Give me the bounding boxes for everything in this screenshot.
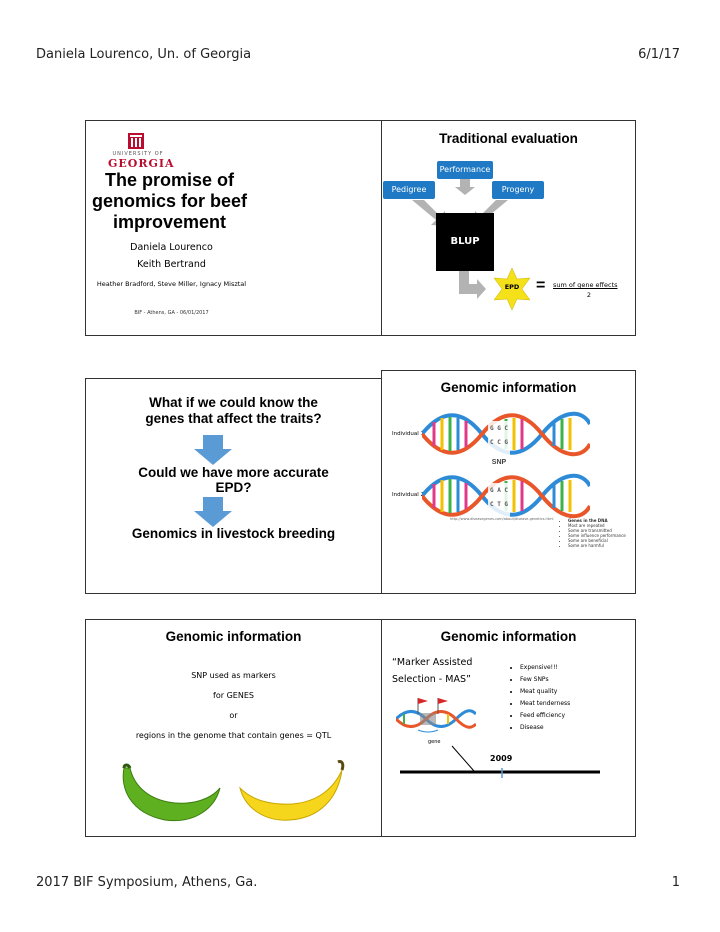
bullet-item: • Few SNPs [520,674,570,686]
slide4-title: Genomic information [440,380,577,395]
pedigree-box: Pedigree [383,181,435,199]
arch-icon [126,131,146,151]
text-line-1: SNP used as markers [191,671,276,680]
slide5-title: Genomic information [165,629,302,644]
slide-traditional-evaluation [381,120,636,336]
title-line-1: The promise of [104,170,234,190]
progeny-box: Progeny [492,181,544,199]
footer-page-number: 1 [671,875,680,890]
sequence-2-bottom: C T G [489,501,509,508]
header-author: Daniela Lourenco, Un. of Georgia [36,47,252,62]
bullet-item: • Some influence performance [568,533,626,538]
slide1-title [85,170,255,233]
green-banana-icon [123,765,220,821]
sequence-1-top: G G C [489,425,509,432]
question-1 [86,395,381,427]
equation-denominator: 2 [586,291,592,299]
author-1: Daniela Lourenco [130,242,213,253]
slide-questions [85,378,382,594]
question-2 [86,465,381,495]
yellow-banana-icon [240,761,343,820]
author-2: Keith Bertrand [137,259,206,270]
bullet-item: • Some are beneficial [568,538,626,543]
mas-line-1: “Marker Assisted [392,657,473,668]
slide2-title: Traditional evaluation [439,131,578,146]
text-line-3: or [229,711,238,720]
authors [86,239,257,273]
bullet-item: • Most are repeated [568,523,626,528]
text-line-2: for GENES [213,691,254,700]
conclusion-text: Genomics in livestock breeding [131,526,336,541]
epd-label: EPD [504,283,520,291]
mas-line-2: Selection - MAS” [392,674,471,685]
sequence-2-top: G A C [489,487,509,494]
coauthors: Heather Bradford, Steve Miller, Ignacy Misztal [96,280,247,288]
bananas-image [120,758,346,828]
title-line-2: genomics for beef [91,191,248,211]
question-2-line-2: EPD? [215,480,252,495]
bullet-item: • Meat tenderness [520,698,570,710]
slide6-title: Genomic information [440,629,577,644]
sequence-1 [488,421,510,458]
uga-logo [108,131,175,170]
title-line-3: improvement [112,212,227,232]
sequence-1-bottom: C C G [489,439,509,446]
timeline [382,620,636,837]
slide-genomic-information-3 [381,619,636,837]
logo-bottom-text: GEORGIA [108,157,175,170]
bullet-item: • Meat quality [520,686,570,698]
year-label: 2009 [490,754,513,763]
bullet-item: • Feed efficiency [520,710,570,722]
event-line: BIF - Athens, GA - 06/01/2017 [134,310,209,316]
gene-label: gene [428,739,441,745]
equation-numerator: sum of gene effects [553,281,618,289]
slide5-text [86,666,381,746]
bullet-item: • Expensive!!! [520,662,570,674]
header-date: 6/1/17 [638,47,680,62]
logo-top-text: UNIVERSITY OF [112,151,164,157]
question-1-line-1: What if we could know the [149,395,318,410]
snp-label: SNP [491,459,507,466]
bullet-item: • Some are harmful [568,543,626,548]
individual-1-label: Individual 1 [392,431,425,437]
slide-title [85,120,382,336]
bullet-item: • Genes in the DNA [568,518,626,523]
image-source: http://www.diseasegenes.com/about/disease-genetics.html [450,517,554,521]
footer-event: 2017 BIF Symposium, Athens, Ga. [36,875,258,890]
equals-sign: = [536,277,546,294]
down-arrow-icon [193,435,233,465]
performance-box: Performance [437,161,493,179]
blup-box: BLUP [436,213,494,271]
bullet-item: • Some are transmitted [568,528,626,533]
question-2-line-1: Could we have more accurate [138,465,329,480]
slide-genomic-information-1 [381,370,636,594]
slide-genomic-information-2 [85,619,382,837]
text-line-4: regions in the genome that contain genes = QTL [135,731,332,740]
sequence-2 [488,483,510,520]
individual-2-label: Individual 2 [392,492,425,498]
bullet-item: • Disease [520,722,570,734]
down-arrow-icon [193,497,233,527]
question-1-line-2: genes that affect the traits? [145,411,322,426]
slide4-bullets [560,518,626,548]
